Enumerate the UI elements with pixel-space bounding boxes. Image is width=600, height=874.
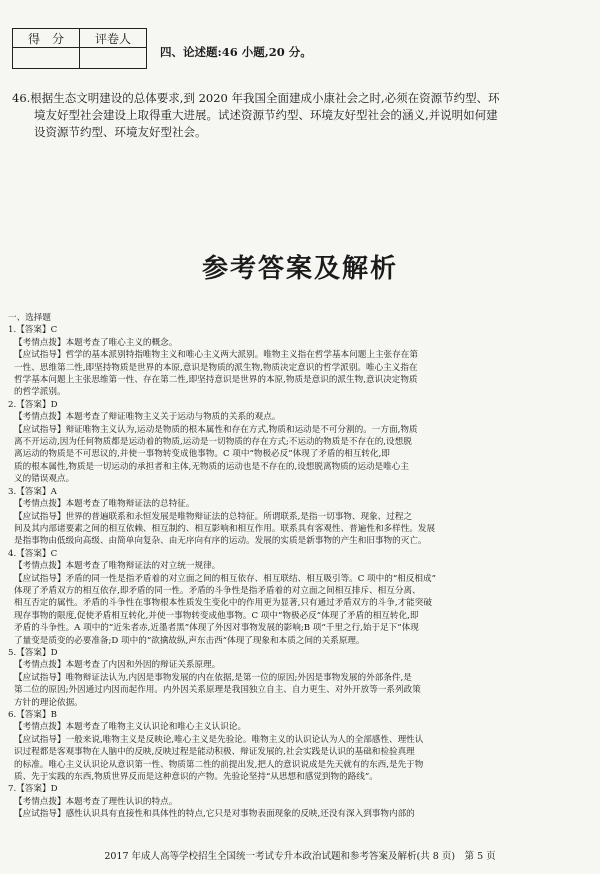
answer-line: 质、先于实践的东西,物质世界反而是这种意识的产物。先验论坚持“从思想和感觉到物的路线”。 <box>14 772 378 783</box>
answer-line: 了量变是质变的必要准备;D 项中的“欲擒故纵,声东击西”体现了现象和本质之间的关系原理。 <box>14 635 365 646</box>
score-cell-label: 得 分 <box>13 29 80 48</box>
answer-line: 3.【答案】A <box>8 486 57 497</box>
answer-line: 【应试指导】唯物辩证法认为,内因是事物发展的内在依据,是第一位的原因;外因是事物发展的外部条件,是 <box>14 672 412 683</box>
answer-line: 5.【答案】D <box>8 647 58 658</box>
answer-line: 【应试指导】感性认识具有直接性和具体性的特点,它只是对事物表面现象的反映,还没有深入到事物内部的 <box>14 809 415 820</box>
answer-line: 【考情点拨】本题考查了唯心主义的概念。 <box>14 337 178 348</box>
answer-line: 方针的理论依据。 <box>14 697 83 708</box>
section-heading: 四、论述题:46 小题,20 分。 <box>160 45 312 59</box>
answer-line: 【应试指导】世界的普遍联系和永恒发展是唯物辩证法的总特征。所谓联系,是指一切事物、现象、过程之 <box>14 511 413 522</box>
answer-line: 离不开运动,因为任何物质都是运动着的物质,运动是一切物质的存在方式;不运动的物质是不存在的,设想脱 <box>14 437 412 448</box>
answer-line: 的哲学派别。 <box>14 387 66 398</box>
answer-line: 一性、思维第二性,即坚持物质是世界的本原,意识是物质的派生物,物质决定意识的哲学派别。唯心主义指在 <box>14 362 418 373</box>
answer-line: 4.【答案】C <box>8 548 58 559</box>
answer-line: 2.【答案】D <box>8 399 58 410</box>
answer-line: 【应试指导】辩证唯物主义认为,运动是物质的根本属性和存在方式,物质和运动是不可分割的。一方面,物质 <box>14 424 418 435</box>
answer-line: 一、选择题 <box>8 313 51 323</box>
answer-line: 6.【答案】B <box>8 710 57 720</box>
answer-line: 现存事物的限度,促使矛盾相互转化,并使一事物转变成他事物。C 项中“物极必反”体现了矛盾的相互转化,即 <box>14 610 419 621</box>
answer-line: 是指事物由低级向高级、由简单向复杂、由无序向有序的运动。发展的实质是新事物的产生和旧事物的灭亡。 <box>14 536 427 547</box>
answer-line: 【考情点拨】本题考查了内因和外因的辩证关系原理。 <box>14 660 221 671</box>
answer-line: 间及其内部诸要素之间的相互依赖、相互制约、相互影响和相互作用。联系具有客观性、普遍性和多样性。发展 <box>14 523 436 534</box>
answer-line: 第二位的原因;外因通过内因而起作用。内外因关系原理是我国独立自主、自力更生、对外开放等一系列政策 <box>14 685 421 696</box>
answer-line: 相互否定的属性。矛盾的斗争性在事物根本性质发生变化中的作用更为显著,只有通过矛盾双方的斗争,才能突破 <box>14 598 432 609</box>
answer-line: 1.【答案】C <box>8 325 58 336</box>
page-footer: 2017 年成人高等学校招生全国统一考试专升本政治试题和参考答案及解析(共 8 页) 第 5 页 <box>104 851 496 862</box>
answer-line: 【考情点拨】本题考查了理性认识的特点。 <box>14 796 178 807</box>
grader-cell-blank <box>80 48 147 69</box>
answer-line: 的标准。唯心主义认识论从意识第一性、物质第二性的前提出发,把人的意识说成是先天就有的东西,是先于物 <box>14 759 424 770</box>
question-line: 境友好型社会建设上取得重大进展。试述资源节约型、环境友好型社会的涵义,并说明如何建 <box>34 108 498 122</box>
score-table <box>12 28 147 69</box>
score-cell-blank <box>13 48 80 69</box>
answer-line: 【考情点拨】本题考查了唯物辩证法的总特征。 <box>14 499 195 510</box>
answer-line: 【应试指导】矛盾的同一性是指矛盾着的对立面之间的相互依存、相互联结、相互吸引等。C 项中的“相反相成” <box>14 573 437 584</box>
answer-line: 7.【答案】D <box>8 784 58 795</box>
answer-line: 【考情点拨】本题考查了唯物辩证法的对立统一规律。 <box>14 561 221 572</box>
answer-line: 质的根本属性,物质是一切运动的承担者和主体,无物质的运动也是不存在的,设想脱离物质的运动是唯心主 <box>14 461 409 472</box>
essay-question <box>12 90 590 141</box>
answer-line: 哲学基本问题上主张思维第一性、存在第二性,即坚持意识是世界的本原,物质是意识的派生物,意识决定物质 <box>14 375 418 386</box>
answer-line: 体现了矛盾双方的相互依存,即矛盾的同一性。矛盾的斗争性是指矛盾着的对立面之间相互排斥、相互分离、 <box>14 585 421 596</box>
answer-line: 【考情点拨】本题考查了唯物主义认识论和唯心主义认识论。 <box>14 722 247 733</box>
answers-body <box>8 312 592 821</box>
answer-line: 【考情点拨】本题考查了辩证唯物主义关于运动与物质的关系的观点。 <box>14 412 281 423</box>
answer-line: 【应试指导】一般来说,唯物主义是反映论,唯心主义是先验论。唯物主义的认识论认为人的全部感性、理性认 <box>14 734 424 745</box>
answer-line: 识过程都是客观事物在人脑中的反映,反映过程是能动积极、辩证发展的,社会实践是认识的基础和检验真理 <box>14 747 415 758</box>
grader-cell-label: 评卷人 <box>80 29 147 48</box>
question-line: 设资源节约型、环境友好型社会。 <box>34 125 207 139</box>
question-line: 46.根据生态文明建设的总体要求,到 2020 年我国全面建成小康社会之时,必须在资源节约型、环 <box>12 91 500 105</box>
answer-line: 义的错误观点。 <box>14 474 75 485</box>
answer-line: 【应试指导】哲学的基本派别特指唯物主义和唯心主义两大派别。唯物主义指在哲学基本问题上主张存在第 <box>14 350 418 361</box>
answer-line: 矛盾的斗争性。A 项中的“近朱者赤,近墨者黑”体现了外因对事物发展的影响;B 项“千里之行,始于足下”体现 <box>14 623 419 634</box>
answer-line: 离运动的物质是不可思议的,并使一事物转变成他事物。C 项中“物极必反”体现了矛盾的相互转化,即 <box>14 449 390 460</box>
answers-title: 参考答案及解析 <box>201 254 398 284</box>
